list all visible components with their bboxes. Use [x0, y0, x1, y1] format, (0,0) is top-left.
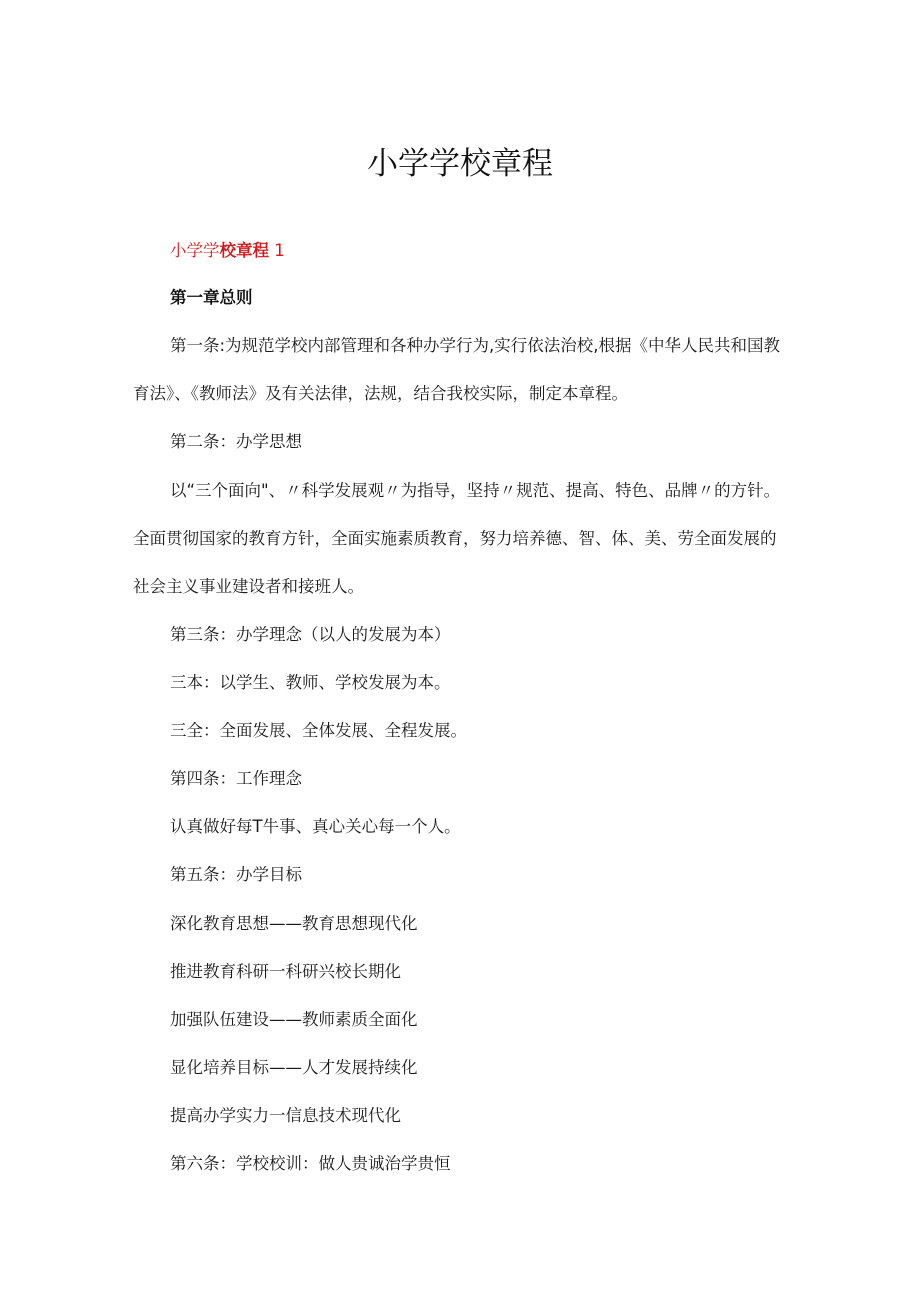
article-2-heading: 第二条：办学思想 [170, 432, 302, 451]
article-6-heading: 第六条：学校校训：做人贵诚治学贵恒 [170, 1154, 451, 1173]
article-5-goal-1: 深化教育思想——教育思想现代化 [170, 914, 418, 933]
document-title: 小学学校章程 [367, 146, 553, 182]
article-5-heading: 第五条：办学目标 [170, 865, 302, 884]
article-2-line-1: 以“三个面向"、〃科学发展观〃为指导，坚持〃规范、提高、特色、品牌〃的方针。 [170, 481, 781, 500]
chapter-heading: 第一章总则 [170, 288, 253, 307]
article-5-goal-3: 加强队伍建设——教师素质全面化 [170, 1010, 418, 1029]
article-4-heading: 第四条：工作理念 [170, 769, 302, 788]
article-1-line-1: 第一条:为规范学校内部管理和各种办学行为,实行依法治校,根据《中华人民共和国教 [170, 336, 781, 355]
article-3-heading: 第三条：办学理念（以人的发展为本） [170, 625, 451, 644]
article-3-line-1: 三本：以学生、教师、学校发展为本。 [170, 673, 451, 692]
subtitle-bold: 校章程 [219, 241, 269, 260]
article-3-line-2: 三全：全面发展、全体发展、全程发展。 [170, 721, 467, 740]
article-2-line-3: 社会主义事业建设者和接班人。 [133, 577, 364, 596]
subtitle-number: 1 [274, 241, 285, 260]
article-1-line-2: 育法》、《教师法》及有关法律，法规，结合我校实际，制定本章程。 [133, 384, 628, 403]
section-subtitle [170, 239, 285, 263]
article-5-goal-4: 显化培养目标——人才发展持续化 [170, 1058, 418, 1077]
article-4-line-1: 认真做好每T牛事、真心关心每一个人。 [170, 817, 461, 836]
article-2-line-2: 全面贯彻国家的教育方针，全面实施素质教育，努力培养德、智、体、美、劳全面发展的 [133, 529, 777, 548]
article-5-goal-2: 推进教育科研一科研兴校长期化 [170, 962, 401, 981]
article-5-goal-5: 提高办学实力一信息技术现代化 [170, 1106, 401, 1125]
subtitle-regular: 小学学 [170, 241, 220, 260]
